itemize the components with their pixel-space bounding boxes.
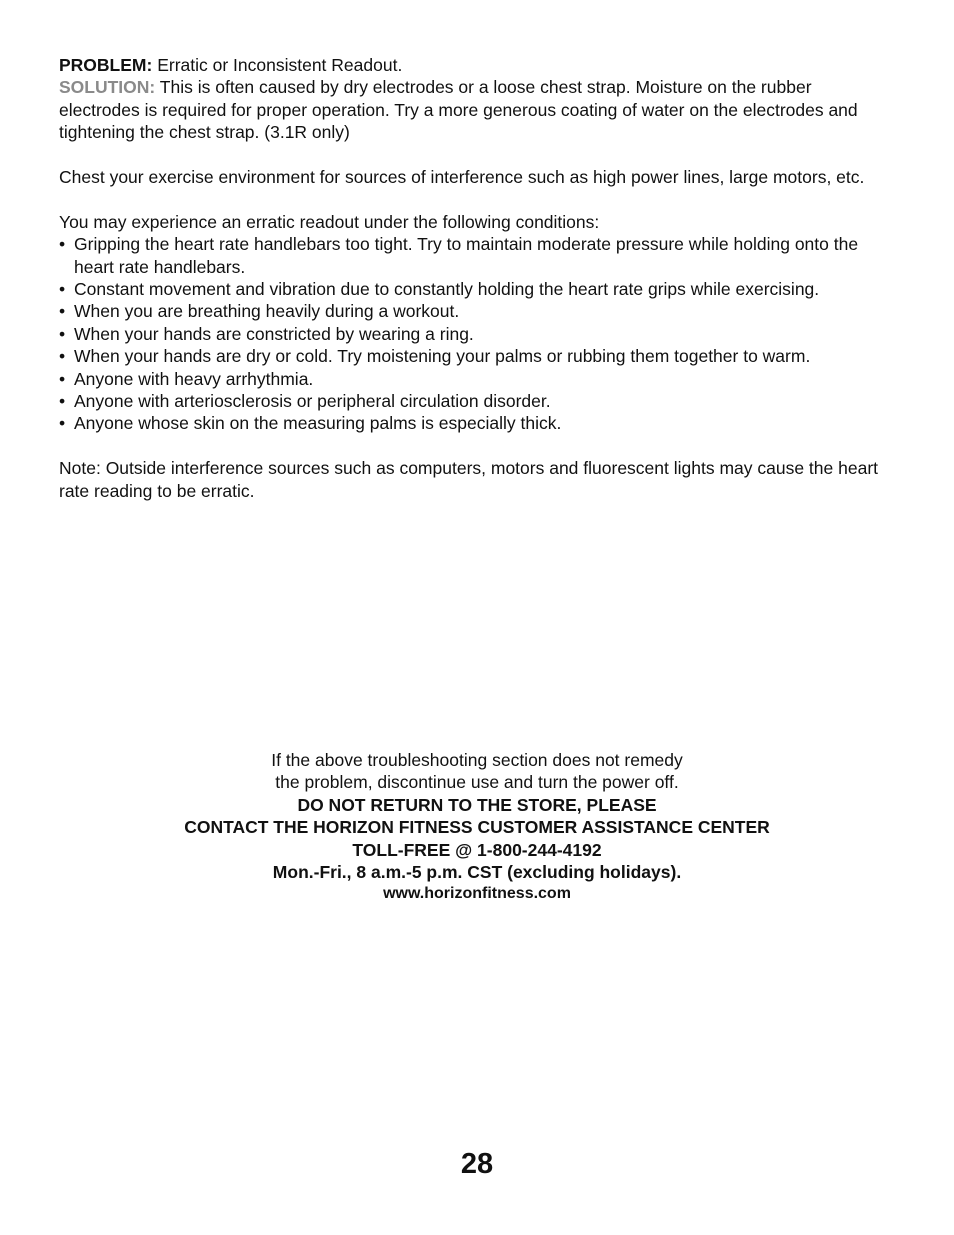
list-item [59,278,889,300]
business-hours: Mon.-Fri., 8 a.m.-5 p.m. CST (excluding holidays). [272,862,682,883]
condition-text: When your hands are constricted by wearing a ring. [74,323,474,344]
condition-text: Gripping the heart rate handlebars too tight. Try to maintain moderate pressure while holding onto the heart rate handlebars. [74,234,859,277]
contact-line-2: the problem, discontinue use and turn the power off. [275,772,679,793]
problem-line [59,54,889,76]
condition-text: Anyone with heavy arrhythmia. [74,368,314,389]
environment-paragraph: Chest your exercise environment for sources of interference such as high power lines, large motors, etc. [59,167,865,188]
spacer [59,435,889,457]
list-item [59,390,889,412]
spacer [59,188,889,210]
bullet-icon: • [59,391,66,412]
solution-paragraph [59,76,889,143]
toll-free-phone: TOLL-FREE @ 1-800-244-4192 [352,839,602,860]
customer-assistance-block [0,749,954,906]
bullet-icon: • [59,279,66,300]
page-number: 28 [460,1148,494,1180]
list-item [59,233,889,278]
condition-text: Anyone with arteriosclerosis or peripheral circulation disorder. [74,391,551,412]
list-item [59,323,889,345]
condition-text: Constant movement and vibration due to constantly holding the heart rate grips while exercising. [74,279,820,300]
list-item [59,368,889,390]
list-item [59,412,889,434]
condition-text: When you are breathing heavily during a workout. [74,301,460,322]
solution-label: SOLUTION: [59,77,156,98]
website-link[interactable]: www.horizonfitness.com [383,885,571,903]
bullet-icon: • [59,413,66,434]
condition-text: When your hands are dry or cold. Try moistening your palms or rubbing them together to warm. [74,346,811,367]
list-item [59,300,889,322]
conditions-list [59,233,889,435]
contact-line-1: If the above troubleshooting section does not remedy [271,750,683,770]
bullet-icon: • [59,346,66,367]
page-content [59,54,889,502]
note-paragraph: Note: Outside interference sources such as computers, motors and fluorescent lights may cause the heart rate reading to be erratic. [59,458,879,501]
solution-text: This is often caused by dry electrodes or a loose chest strap. Moisture on the rubber electrodes is required for proper operation. Try a more generous coating of water on the electrodes and tightening the chest strap. (3.1R only) [59,77,858,143]
bullet-icon: • [59,323,66,344]
bullet-icon: • [59,368,66,389]
contact-center-line: CONTACT THE HORIZON FITNESS CUSTOMER ASSISTANCE CENTER [184,817,770,838]
list-item [59,345,889,367]
spacer [59,144,889,166]
problem-label: PROBLEM: [59,55,153,75]
bullet-icon: • [59,301,66,322]
bullet-icon: • [59,234,66,255]
conditions-intro: You may experience an erratic readout under the following conditions: [59,211,600,232]
condition-text: Anyone whose skin on the measuring palms is especially thick. [74,413,562,434]
problem-text: Erratic or Inconsistent Readout. [152,55,403,75]
do-not-return-line: DO NOT RETURN TO THE STORE, PLEASE [297,794,657,815]
